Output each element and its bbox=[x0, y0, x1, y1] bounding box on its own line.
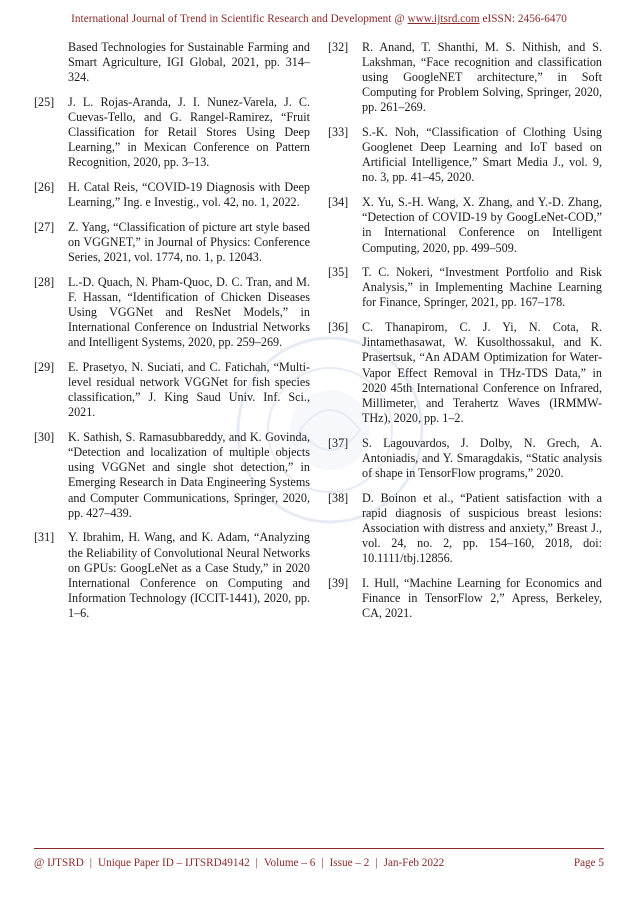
reference-number: [28] bbox=[34, 274, 55, 289]
footer-rule bbox=[34, 848, 604, 849]
reference-item bbox=[34, 430, 310, 521]
reference-item bbox=[328, 576, 602, 621]
references-column-left bbox=[34, 40, 310, 631]
footer-volume: Volume – 6 bbox=[263, 857, 316, 869]
reference-text: C. Thanapirom, C. J. Yi, N. Cota, R. Jintamethasawat, W. Kusolthossakul, and K. Prasertsuk, “An ADAM Optimization for Water-Vapor Effect Removal in THz-TDS Data,” in 2020 45th International Conference on Infrared, Millimeter, and Terahertz Waves (IRMMW-THz), 2020, pp. 1–2. bbox=[362, 320, 602, 425]
reference-number: [31] bbox=[34, 530, 55, 545]
reference-number: [29] bbox=[34, 360, 55, 375]
running-header bbox=[0, 13, 638, 25]
reference-text: I. Hull, “Machine Learning for Economics and Finance in TensorFlow 2,” Apress, Berkeley, CA, 2021. bbox=[362, 575, 602, 620]
reference-number: [37] bbox=[328, 435, 349, 450]
footer-issue: Issue – 2 bbox=[329, 857, 370, 869]
footer-separator: | bbox=[321, 857, 324, 869]
reference-item bbox=[328, 491, 602, 566]
reference-number: [32] bbox=[328, 40, 349, 54]
footer-separator: | bbox=[89, 857, 93, 869]
reference-item bbox=[34, 40, 310, 85]
footer-date: Jan-Feb 2022 bbox=[383, 857, 445, 869]
reference-number: [25] bbox=[34, 94, 55, 109]
reference-item bbox=[328, 195, 602, 255]
journal-url-link[interactable]: www.ijtsrd.com bbox=[407, 13, 480, 25]
references-column-right bbox=[328, 40, 602, 631]
footer-paper-id: Unique Paper ID – IJTSRD49142 bbox=[98, 857, 250, 869]
reference-item bbox=[34, 360, 310, 420]
reference-number: [38] bbox=[328, 490, 349, 505]
reference-item bbox=[34, 180, 310, 210]
reference-text: D. Boinon et al., “Patient satisfaction with a rapid diagnosis of suspicious breast lesions: Association with distress and anxiety,” Breast J., vol. 24, no. 2, pp. 154–160, 2018, doi: 10.1111/tbj.12856. bbox=[362, 490, 602, 565]
reference-number: [34] bbox=[328, 195, 349, 210]
reference-item bbox=[328, 125, 602, 185]
reference-item bbox=[34, 530, 310, 621]
reference-text: R. Anand, T. Shanthi, M. S. Nithish, and S. Lakshman, “Face recognition and classification using GoogleNET architecture,” in Soft Computing for Problem Solving, Springer, 2020, pp. 261–269. bbox=[362, 40, 602, 115]
reference-text: E. Prasetyo, N. Suciati, and C. Fatichah, “Multi-level residual network VGGNet for fish species classification,” J. King Saud Univ. Inf. Sci., 2021. bbox=[68, 360, 310, 420]
reference-text: T. C. Nokeri, “Investment Portfolio and Risk Analysis,” in Implementing Machine Learning for Finance, Springer, 2021, pp. 167–178. bbox=[362, 265, 602, 310]
reference-number: [30] bbox=[34, 430, 55, 445]
reference-number: [39] bbox=[328, 575, 349, 590]
header-journal-title: International Journal of Trend in Scientific Research and Development @ bbox=[71, 13, 408, 25]
footer-left bbox=[34, 857, 444, 869]
reference-item bbox=[34, 220, 310, 265]
reference-item bbox=[34, 275, 310, 350]
reference-text: Based Technologies for Sustainable Farming and Smart Agriculture, IGI Global, 2021, pp. 314–324. bbox=[68, 40, 310, 85]
footer-separator: | bbox=[375, 857, 378, 869]
reference-number: [33] bbox=[328, 125, 349, 140]
reference-item bbox=[328, 320, 602, 426]
reference-text: J. L. Rojas-Aranda, J. I. Nunez-Varela, J. C. Cuevas-Tello, and G. Rangel-Ramirez, “Fruit Classification for Retail Stores Using Deep Learning,” in Mexican Conference on Pattern Recognition, 2020, pp. 3–13. bbox=[68, 94, 310, 170]
footer-separator: | bbox=[255, 857, 258, 869]
header-issn: eISSN: 2456-6470 bbox=[479, 13, 567, 25]
footer-journal: @ IJTSRD bbox=[34, 857, 84, 869]
reference-number: [27] bbox=[34, 220, 55, 234]
reference-text: X. Yu, S.-H. Wang, X. Zhang, and Y.-D. Zhang, “Detection of COVID-19 by GoogLeNet-COD,” in International Conference on Intelligent Computing, 2020, pp. 499–509. bbox=[362, 195, 602, 255]
reference-number: [26] bbox=[34, 180, 55, 195]
reference-text: K. Sathish, S. Ramasubbareddy, and K. Govinda, “Detection and localization of multiple objects using VGGNet and single shot detection,” in Emerging Research in Data Engineering Systems and Computer Communications, Springer, 2020, pp. 427–439. bbox=[68, 430, 310, 520]
reference-item bbox=[328, 436, 602, 481]
reference-item bbox=[328, 40, 602, 115]
reference-number: [35] bbox=[328, 265, 349, 280]
reference-text: Z. Yang, “Classification of picture art style based on VGGNET,” in Journal of Physics: Conference Series, 2021, vol. 1774, no. 1, p. 12043. bbox=[68, 220, 310, 265]
reference-item bbox=[34, 95, 310, 170]
reference-number: [36] bbox=[328, 320, 349, 335]
reference-text: S. Lagouvardos, J. Dolby, N. Grech, A. Antoniadis, and Y. Smaragdakis, “Static analysis of shape in TensorFlow programs,” 2020. bbox=[362, 435, 602, 480]
reference-text: Y. Ibrahim, H. Wang, and K. Adam, “Analyzing the Reliability of Convolutional Neural Networks on GPUs: GoogLeNet as a Case Study,” in 2020 International Conference on Computing and Information Technology (ICCIT-1441), 2020, pp. 1–6. bbox=[68, 530, 310, 620]
reference-text: L.-D. Quach, N. Pham-Quoc, D. C. Tran, and M. F. Hassan, “Identification of Chicken Diseases Using VGGNet and ResNet Models,” in International Conference on Industrial Networks and Intelligent Systems, 2020, pp. 259–269. bbox=[68, 274, 310, 350]
page-number: Page 5 bbox=[573, 857, 604, 869]
reference-text: H. Catal Reis, “COVID-19 Diagnosis with Deep Learning,” Ing. e Investig., vol. 42, no. 1, 2022. bbox=[68, 180, 310, 210]
reference-text: S.-K. Noh, “Classification of Clothing Using Googlenet Deep Learning and IoT based on Artificial Intelligence,” Smart Media J., vol. 9, no. 3, pp. 41–45, 2020. bbox=[362, 125, 602, 185]
reference-item bbox=[328, 265, 602, 310]
